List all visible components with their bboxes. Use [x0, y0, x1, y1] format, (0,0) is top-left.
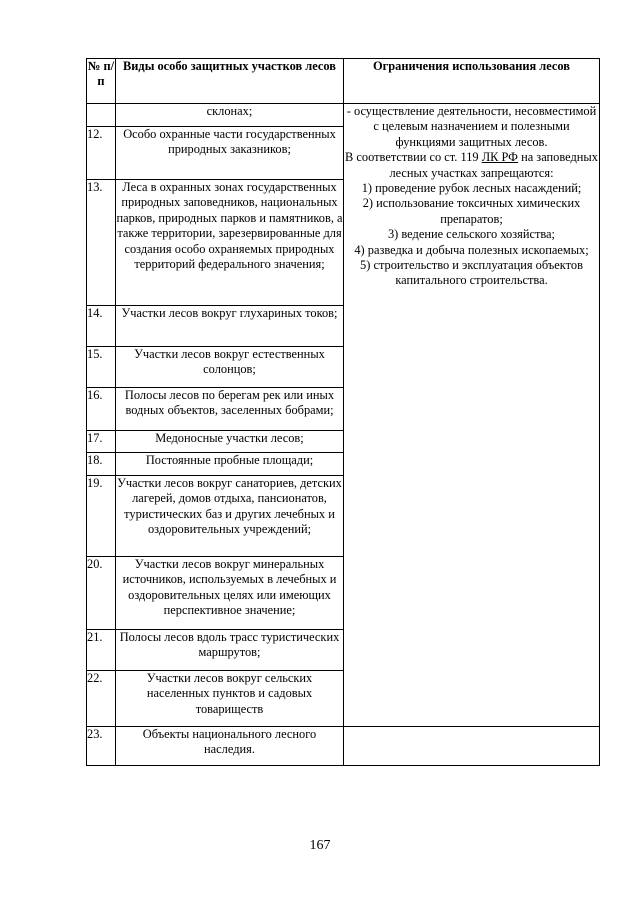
row-num: 14. [87, 306, 116, 347]
table-row [87, 727, 600, 766]
row-type: Полосы лесов вдоль трасс туристических маршрутов; [116, 630, 344, 671]
row-type: Объекты национального лесного наследия. [116, 727, 344, 766]
restrictions-cell [344, 104, 600, 727]
restrictions-lead-after: на заповедных лесных участках запрещаются: [389, 150, 598, 180]
row-type: Участки лесов вокруг сельских населенных пунктов и садовых товариществ [116, 671, 344, 727]
table-header-row [87, 59, 600, 104]
row-num: 15. [87, 347, 116, 388]
restriction-item: 5) строительство и эксплуатация объектов капитального строительства. [360, 258, 583, 288]
row-type: Участки лесов вокруг глухариных токов; [116, 306, 344, 347]
restriction-item: 2) использование токсичных химических препаратов; [362, 196, 581, 226]
row-type: Особо охранные части государственных природных заказников; [116, 127, 344, 180]
restriction-item: 4) разведка и добыча полезных ископаемых; [354, 242, 589, 257]
row-num: 19. [87, 476, 116, 557]
row-num: 16. [87, 388, 116, 431]
row-type: Леса в охранных зонах государственных природных заповедников, национальных парков, природных парков и памятников, а также территории, зарезервированные для создания особо охраняемых природных территорий федерального значения; [116, 180, 344, 306]
row-num: 12. [87, 127, 116, 180]
row-num: 18. [87, 453, 116, 476]
restrictions-empty-cell [344, 727, 600, 766]
row-type: Полосы лесов по берегам рек или иных водных объектов, заселенных бобрами; [116, 388, 344, 431]
row-num: 22. [87, 671, 116, 727]
restriction-item: 1) проведение рубок лесных насаждений; [361, 181, 582, 196]
forest-restrictions-table [86, 58, 600, 766]
row-type: Участки лесов вокруг санаториев, детских лагерей, домов отдыха, пансионатов, туристических баз и других лечебных и оздоровительных учреждений; [116, 476, 344, 557]
header-restrictions: Ограничения использования лесов [344, 59, 600, 104]
row-num: 13. [87, 180, 116, 306]
restrictions-lead-before: В соответствии со ст. 119 [345, 150, 479, 165]
row-num: 20. [87, 557, 116, 630]
table-row [87, 104, 600, 127]
row-type: склонах; [116, 104, 344, 127]
lk-rf-link[interactable]: ЛК РФ [481, 150, 518, 165]
page-number: 167 [309, 838, 331, 853]
row-type: Участки лесов вокруг естественных солонцов; [116, 347, 344, 388]
header-type: Виды особо защитных участков лесов [116, 59, 344, 104]
restriction-item: 3) ведение сельского хозяйства; [387, 227, 556, 242]
row-type: Медоносные участки лесов; [116, 431, 344, 453]
row-num: 17. [87, 431, 116, 453]
row-type: Постоянные пробные площади; [116, 453, 344, 476]
header-num: № п/п [87, 59, 116, 104]
restrictions-lead [344, 150, 599, 181]
row-num [87, 104, 116, 127]
row-type: Участки лесов вокруг минеральных источников, используемых в лечебных и оздоровительных целях или имеющих перспективное значение; [116, 557, 344, 630]
restrictions-intro: - осуществление деятельности, несовместимой с целевым назначением и полезными функциями защитных лесов. [346, 104, 597, 149]
row-num: 21. [87, 630, 116, 671]
row-num: 23. [87, 727, 116, 766]
